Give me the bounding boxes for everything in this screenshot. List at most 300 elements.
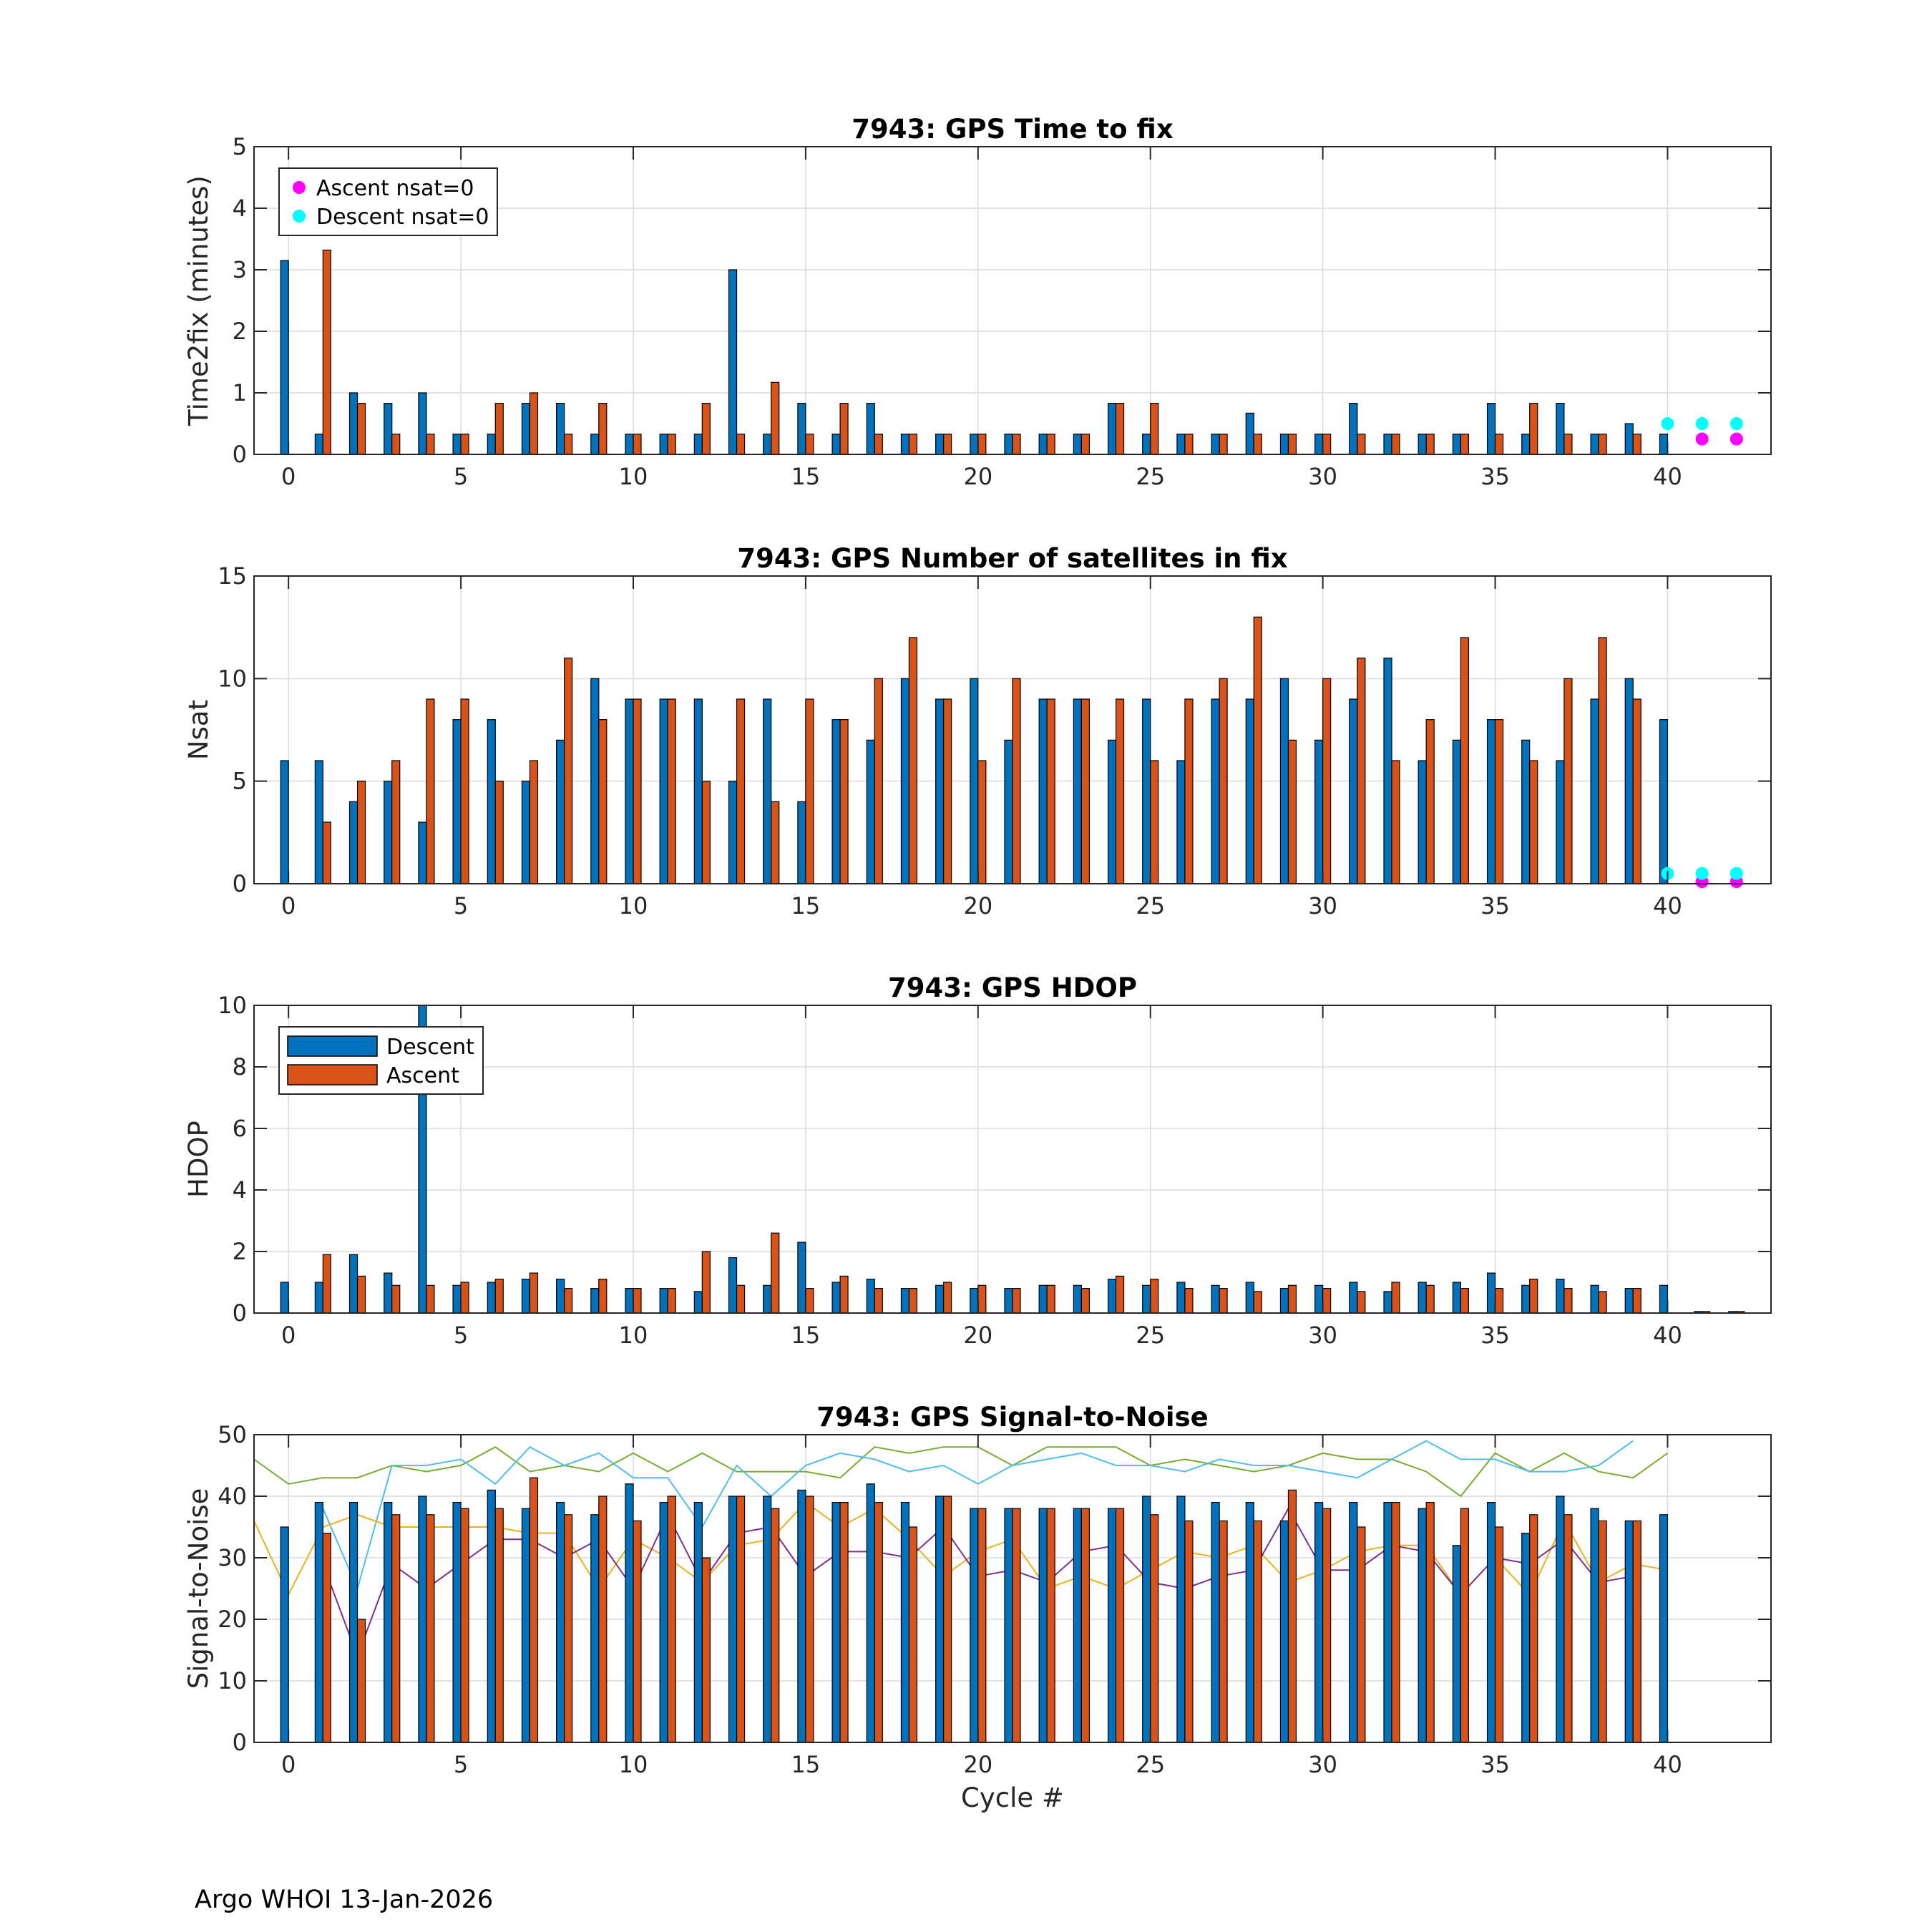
bar-ascent	[565, 1289, 572, 1313]
bar-ascent	[1633, 699, 1641, 884]
bar-descent	[280, 761, 288, 884]
bar-ascent	[1564, 1515, 1572, 1742]
bar-ascent	[1530, 1279, 1538, 1313]
legend-label: Ascent nsat=0	[316, 176, 474, 201]
bar-descent	[1350, 1282, 1357, 1313]
x-tick-label: 35	[1480, 463, 1510, 490]
bar-descent	[1522, 434, 1530, 454]
y-axis-label: Signal-to-Noise	[183, 1488, 214, 1689]
bar-descent	[1625, 678, 1633, 884]
footer-text: Argo WHOI 13-Jan-2026	[195, 1885, 494, 1914]
y-tick-label: 0	[232, 441, 247, 468]
bar-ascent	[1254, 434, 1262, 454]
bar-descent	[1625, 424, 1633, 454]
x-tick-label: 15	[791, 1322, 821, 1349]
bar-ascent	[426, 1285, 434, 1313]
x-tick-label: 35	[1480, 1322, 1510, 1349]
bar-descent	[729, 1258, 737, 1313]
y-tick-label: 6	[232, 1115, 247, 1142]
bar-ascent	[1392, 1503, 1400, 1742]
bar-descent	[384, 404, 392, 454]
bar-descent	[522, 1279, 530, 1313]
bar-ascent	[806, 1289, 814, 1313]
bar-ascent	[461, 434, 469, 454]
bar-ascent	[392, 1285, 400, 1313]
legend	[279, 168, 497, 235]
bar-ascent	[495, 404, 503, 454]
bar-ascent	[771, 382, 779, 454]
bar-ascent	[1357, 1527, 1365, 1742]
y-tick-label: 20	[218, 1606, 247, 1633]
bar-ascent	[1151, 1279, 1158, 1313]
bar-descent	[1488, 1273, 1496, 1313]
x-axis-label: Cycle #	[961, 1782, 1064, 1813]
legend-label: Ascent	[386, 1063, 459, 1088]
bar-descent	[1591, 1508, 1599, 1742]
bar-descent	[1280, 434, 1288, 454]
bar-ascent	[944, 1496, 952, 1742]
bar-descent	[798, 1490, 806, 1742]
bar-descent	[1211, 434, 1219, 454]
chart-panel-3	[183, 972, 1771, 1349]
bar-ascent	[1185, 699, 1193, 884]
bar-ascent	[358, 1276, 366, 1313]
y-tick-label: 10	[218, 1667, 247, 1694]
legend-marker	[293, 181, 306, 194]
bar-ascent	[1323, 434, 1331, 454]
bar-ascent	[633, 434, 641, 454]
y-tick-label: 5	[232, 767, 247, 795]
x-tick-label: 25	[1136, 1751, 1166, 1778]
bar-descent	[1556, 761, 1564, 884]
bar-ascent	[1081, 1289, 1089, 1313]
bar-descent	[557, 404, 565, 454]
x-tick-label: 40	[1653, 892, 1682, 919]
bar-descent	[1246, 1503, 1254, 1742]
bar-ascent	[909, 434, 917, 454]
x-tick-label: 15	[791, 1751, 821, 1778]
x-tick-label: 5	[453, 892, 469, 919]
bar-descent	[1005, 1508, 1013, 1742]
bar-descent	[625, 1289, 633, 1313]
bar-descent	[1039, 699, 1047, 884]
bar-ascent	[530, 1273, 537, 1313]
bar-ascent	[909, 638, 917, 884]
chart-panel-2	[183, 543, 1771, 919]
bar-descent	[936, 434, 944, 454]
bar-descent	[1143, 434, 1151, 454]
bar-descent	[936, 1496, 944, 1742]
bar-descent	[970, 434, 978, 454]
bar-descent	[1418, 1508, 1426, 1742]
bar-descent	[867, 404, 874, 454]
bar-ascent	[1047, 434, 1055, 454]
bar-ascent	[1599, 1521, 1606, 1742]
bar-descent	[1246, 413, 1254, 454]
bar-descent	[1315, 740, 1323, 884]
bar-ascent	[874, 678, 882, 884]
bar-ascent	[565, 658, 572, 884]
bar-descent	[1005, 740, 1013, 884]
bar-ascent	[392, 761, 400, 884]
bar-ascent	[737, 1285, 745, 1313]
bar-ascent	[495, 781, 503, 884]
bar-descent	[1211, 699, 1219, 884]
bar-ascent	[1426, 1285, 1434, 1313]
bar-ascent	[1496, 720, 1503, 884]
bar-descent	[1073, 434, 1081, 454]
bar-descent	[901, 1289, 909, 1313]
point-ascent_nsat0	[1730, 433, 1743, 446]
bar-ascent	[737, 1496, 745, 1742]
bar-descent	[1418, 761, 1426, 884]
bar-ascent	[1564, 1289, 1572, 1313]
bar-descent	[453, 434, 461, 454]
bar-descent	[694, 1503, 702, 1742]
bar-descent	[1108, 404, 1116, 454]
bar-descent	[798, 1242, 806, 1313]
bar-descent	[1488, 1503, 1496, 1742]
bar-ascent	[1357, 658, 1365, 884]
y-tick-label: 4	[232, 195, 247, 222]
bar-descent	[763, 434, 771, 454]
x-tick-label: 20	[963, 892, 993, 919]
bar-ascent	[771, 1233, 779, 1313]
y-tick-label: 0	[232, 1299, 247, 1327]
bar-ascent	[1564, 434, 1572, 454]
bar-ascent	[1288, 740, 1296, 884]
bar-ascent	[840, 720, 848, 884]
bar-descent	[1246, 699, 1254, 884]
bar-ascent	[1633, 1289, 1641, 1313]
bar-ascent	[495, 1508, 503, 1742]
bar-ascent	[668, 1289, 675, 1313]
bar-descent	[1143, 1285, 1151, 1313]
bar-descent	[419, 822, 426, 884]
bar-descent	[1039, 434, 1047, 454]
x-tick-label: 20	[963, 463, 993, 490]
chart-title: 7943: GPS Number of satellites in fix	[737, 543, 1288, 574]
bar-ascent	[874, 1503, 882, 1742]
bar-ascent	[1392, 761, 1400, 884]
bar-ascent	[1392, 434, 1400, 454]
bar-descent	[1177, 434, 1185, 454]
bar-descent	[729, 270, 737, 454]
bar-descent	[280, 260, 288, 454]
bar-ascent	[1599, 638, 1606, 884]
bar-descent	[1108, 740, 1116, 884]
bar-descent	[1591, 434, 1599, 454]
bar-descent	[832, 434, 840, 454]
bar-ascent	[1288, 1490, 1296, 1742]
bar-ascent	[1081, 699, 1089, 884]
x-tick-label: 0	[281, 463, 296, 490]
bar-ascent	[1323, 678, 1331, 884]
bar-descent	[384, 1503, 392, 1742]
bar-ascent	[1219, 1289, 1227, 1313]
bar-ascent	[1460, 434, 1468, 454]
bar-ascent	[840, 1276, 848, 1313]
bar-ascent	[1357, 434, 1365, 454]
bar-descent	[1315, 434, 1323, 454]
bar-descent	[1453, 434, 1460, 454]
bar-ascent	[426, 699, 434, 884]
bar-descent	[1177, 1282, 1185, 1313]
bar-ascent	[1323, 1508, 1331, 1742]
bar-descent	[419, 393, 426, 454]
bar-descent	[970, 678, 978, 884]
x-tick-label: 0	[281, 1322, 296, 1349]
bar-descent	[315, 1503, 323, 1742]
bar-descent	[694, 1292, 702, 1313]
bar-descent	[557, 1279, 565, 1313]
bar-ascent	[1116, 1508, 1124, 1742]
bar-descent	[1246, 1282, 1254, 1313]
bar-descent	[1591, 699, 1599, 884]
bar-ascent	[1564, 678, 1572, 884]
legend-label: Descent	[386, 1035, 474, 1060]
bar-ascent	[806, 699, 814, 884]
bar-ascent	[1219, 1521, 1227, 1742]
bar-descent	[1556, 1279, 1564, 1313]
bar-descent	[901, 1503, 909, 1742]
bar-descent	[487, 1282, 495, 1313]
x-tick-label: 5	[453, 1751, 469, 1778]
bar-ascent	[874, 1289, 882, 1313]
bar-descent	[1453, 1282, 1460, 1313]
bar-ascent	[1496, 1289, 1503, 1313]
x-tick-label: 35	[1480, 1751, 1510, 1778]
bar-ascent	[1530, 1515, 1538, 1742]
bar-ascent	[702, 1558, 710, 1742]
bar-ascent	[771, 1508, 779, 1742]
bar-descent	[1280, 1289, 1288, 1313]
y-tick-label: 1	[232, 379, 247, 406]
x-tick-label: 25	[1136, 463, 1166, 490]
bar-descent	[1418, 1282, 1426, 1313]
bar-ascent	[1288, 434, 1296, 454]
y-axis-label: Time2fix (minutes)	[183, 175, 214, 426]
bar-ascent	[358, 1619, 366, 1742]
x-tick-label: 35	[1480, 892, 1510, 919]
x-tick-label: 30	[1308, 892, 1337, 919]
bar-descent	[625, 434, 633, 454]
bar-descent	[591, 1289, 599, 1313]
bar-descent	[1005, 434, 1013, 454]
bar-descent	[1384, 434, 1392, 454]
bar-ascent	[633, 1289, 641, 1313]
bar-descent	[798, 801, 806, 884]
bar-ascent	[1392, 1282, 1400, 1313]
bar-ascent	[874, 434, 882, 454]
bar-ascent	[323, 1254, 331, 1313]
bar-ascent	[1426, 434, 1434, 454]
x-tick-label: 0	[281, 892, 296, 919]
bar-ascent	[1288, 1285, 1296, 1313]
bar-descent	[763, 1496, 771, 1742]
chart-title: 7943: GPS Time to fix	[852, 114, 1174, 145]
bar-ascent	[599, 1279, 607, 1313]
y-tick-label: 0	[232, 1729, 247, 1756]
bar-descent	[419, 1496, 426, 1742]
bar-descent	[1556, 1496, 1564, 1742]
x-tick-label: 30	[1308, 463, 1337, 490]
bar-ascent	[1633, 434, 1641, 454]
point-descent_nsat0	[1696, 867, 1709, 880]
bar-ascent	[1116, 1276, 1124, 1313]
bar-ascent	[461, 1282, 469, 1313]
bar-descent	[763, 699, 771, 884]
bar-descent	[1108, 1508, 1116, 1742]
bar-descent	[1108, 1279, 1116, 1313]
bar-ascent	[358, 404, 366, 454]
bar-ascent	[1357, 1292, 1365, 1313]
bar-descent	[591, 678, 599, 884]
bar-descent	[1315, 1285, 1323, 1313]
bar-descent	[1143, 699, 1151, 884]
bar-ascent	[944, 434, 952, 454]
bar-ascent	[1219, 678, 1227, 884]
bar-descent	[798, 404, 806, 454]
bar-descent	[1143, 1496, 1151, 1742]
y-tick-label: 10	[218, 992, 247, 1019]
bar-descent	[1522, 740, 1530, 884]
bar-descent	[280, 1527, 288, 1742]
point-descent_nsat0	[1730, 867, 1743, 880]
bar-descent	[522, 404, 530, 454]
bar-ascent	[978, 1285, 986, 1313]
x-tick-label: 10	[618, 1751, 648, 1778]
bar-ascent	[530, 1478, 537, 1742]
y-tick-label: 2	[232, 318, 247, 345]
x-tick-label: 40	[1653, 1322, 1682, 1349]
bar-descent	[350, 801, 358, 884]
bar-ascent	[358, 781, 366, 884]
x-tick-label: 0	[281, 1751, 296, 1778]
bar-ascent	[1254, 617, 1262, 884]
bar-ascent	[806, 1496, 814, 1742]
bar-descent	[350, 1503, 358, 1742]
x-tick-label: 30	[1308, 1322, 1337, 1349]
bar-ascent	[978, 761, 986, 884]
x-tick-label: 10	[618, 1322, 648, 1349]
bar-descent	[350, 393, 358, 454]
y-tick-label: 15	[218, 562, 247, 590]
point-ascent_nsat0	[1696, 433, 1709, 446]
legend-marker	[288, 1065, 377, 1085]
bar-ascent	[668, 1496, 675, 1742]
bar-descent	[1280, 678, 1288, 884]
bar-ascent	[1081, 434, 1089, 454]
point-descent_nsat0	[1696, 417, 1709, 430]
bar-ascent	[771, 801, 779, 884]
bar-descent	[729, 781, 737, 884]
bar-ascent	[668, 699, 675, 884]
bar-descent	[729, 1496, 737, 1742]
bar-ascent	[323, 822, 331, 884]
bar-ascent	[840, 1503, 848, 1742]
bar-ascent	[1460, 1289, 1468, 1313]
bar-descent	[832, 1503, 840, 1742]
bar-ascent	[1254, 1521, 1262, 1742]
y-tick-label: 10	[218, 665, 247, 693]
bar-ascent	[392, 1515, 400, 1742]
bar-ascent	[1323, 1289, 1331, 1313]
chart-panel-4	[183, 1402, 1771, 1813]
x-tick-label: 25	[1136, 1322, 1166, 1349]
bar-descent	[832, 720, 840, 884]
bar-descent	[315, 434, 323, 454]
bar-descent	[384, 1273, 392, 1313]
bar-descent	[1384, 658, 1392, 884]
x-tick-label: 15	[791, 463, 821, 490]
point-descent_nsat0	[1661, 417, 1674, 430]
bar-ascent	[1460, 1508, 1468, 1742]
bar-ascent	[840, 404, 848, 454]
bar-descent	[591, 1515, 599, 1742]
bar-ascent	[1151, 1515, 1158, 1742]
y-axis-label: Nsat	[183, 699, 214, 761]
bar-ascent	[978, 1508, 986, 1742]
x-tick-label: 25	[1136, 892, 1166, 919]
bar-ascent	[1185, 434, 1193, 454]
bar-descent	[1522, 1533, 1530, 1742]
bar-ascent	[1081, 1508, 1089, 1742]
bar-descent	[1418, 434, 1426, 454]
bar-ascent	[461, 1508, 469, 1742]
bar-descent	[660, 1503, 668, 1742]
bar-ascent	[1254, 1292, 1262, 1313]
bar-ascent	[426, 1515, 434, 1742]
bar-descent	[522, 781, 530, 884]
bar-descent	[1453, 1546, 1460, 1742]
bar-descent	[557, 740, 565, 884]
bar-descent	[1073, 699, 1081, 884]
bar-ascent	[1530, 404, 1538, 454]
x-tick-label: 40	[1653, 463, 1682, 490]
bar-descent	[1384, 1503, 1392, 1742]
x-tick-label: 15	[791, 892, 821, 919]
bar-descent	[315, 761, 323, 884]
bar-descent	[867, 1484, 874, 1742]
bar-descent	[1625, 1289, 1633, 1313]
bar-ascent	[1496, 434, 1503, 454]
bar-ascent	[1426, 720, 1434, 884]
bar-ascent	[737, 434, 745, 454]
bar-descent	[625, 1484, 633, 1742]
bar-ascent	[909, 1289, 917, 1313]
bar-descent	[1280, 1521, 1288, 1742]
bar-ascent	[323, 250, 331, 454]
bar-ascent	[1047, 699, 1055, 884]
bar-ascent	[599, 720, 607, 884]
bar-ascent	[1116, 699, 1124, 884]
bar-ascent	[599, 1496, 607, 1742]
bar-ascent	[1219, 434, 1227, 454]
bar-ascent	[599, 404, 607, 454]
bar-descent	[832, 1282, 840, 1313]
bar-ascent	[702, 781, 710, 884]
bar-descent	[1659, 1285, 1667, 1313]
bar-descent	[522, 1508, 530, 1742]
bar-descent	[763, 1285, 771, 1313]
bar-descent	[625, 699, 633, 884]
bar-ascent	[806, 434, 814, 454]
bar-descent	[660, 1289, 668, 1313]
bar-ascent	[1013, 434, 1020, 454]
bar-descent	[1315, 1503, 1323, 1742]
bar-ascent	[530, 761, 537, 884]
